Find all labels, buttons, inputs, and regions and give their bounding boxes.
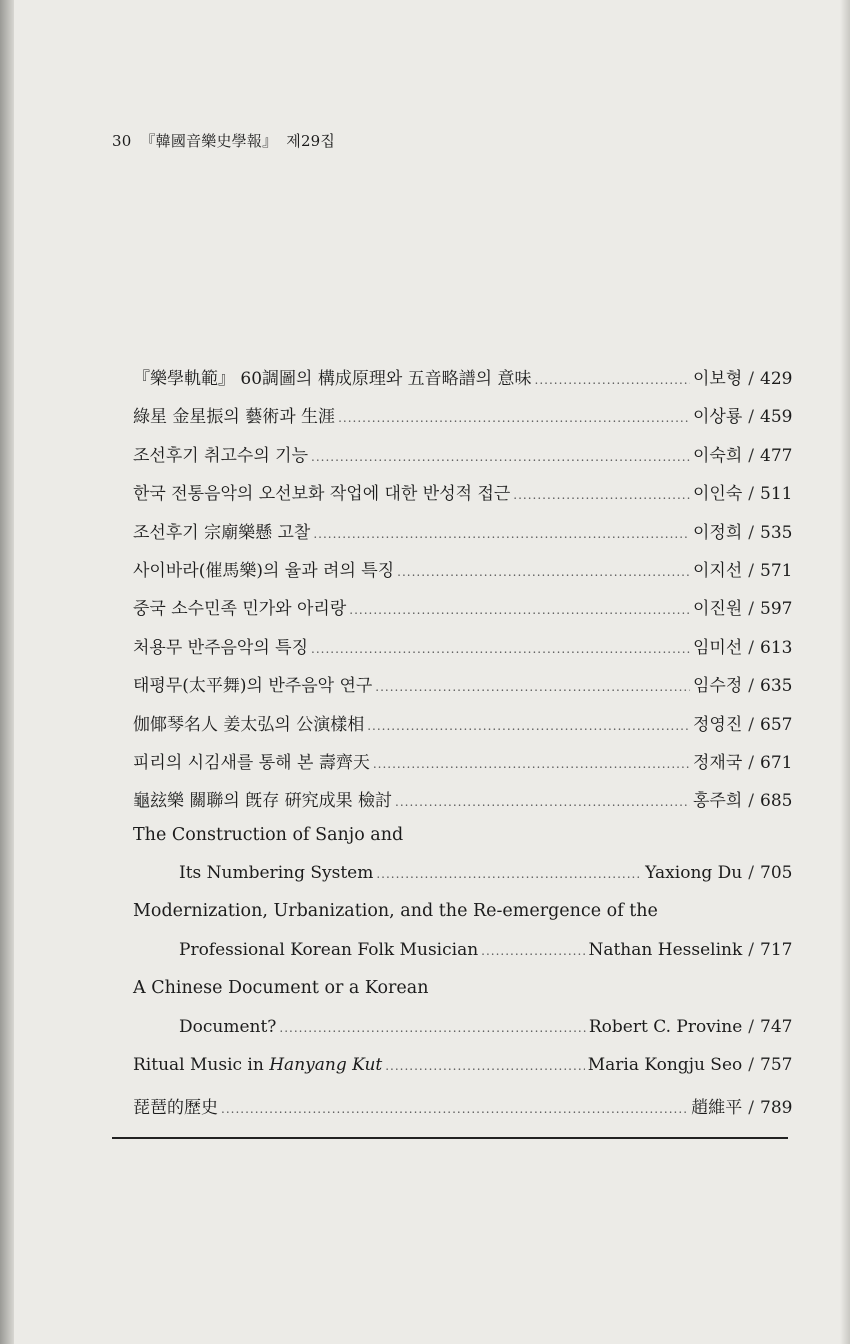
page-edge-shadow: [840, 0, 850, 1344]
entry-page: 597: [760, 599, 793, 620]
entry-title-line1: The Construction of Sanjo and: [133, 824, 404, 845]
entry-title: 한국 전통음악의 오선보화 작업에 대한 반성적 접근: [133, 484, 511, 505]
entry-page: 671: [760, 752, 793, 773]
separator: /: [748, 484, 754, 505]
toc-entry-line2[interactable]: [133, 863, 793, 901]
entry-title: 조선후기 宗廟樂懸 고찰: [133, 522, 311, 543]
entry-page: 477: [760, 445, 793, 466]
entry-author: 이정희: [692, 522, 743, 543]
entry-title: 처용무 반주음악의 특징: [133, 637, 309, 658]
bottom-rule: [112, 1137, 788, 1139]
entry-title-italic: Hanyang Kut: [269, 1055, 383, 1076]
entry-author: 이지선: [692, 560, 743, 581]
toc-entry-line1[interactable]: [133, 978, 790, 1016]
entry-author: 이인숙: [692, 484, 743, 505]
entry-author: 홍주희: [692, 791, 743, 812]
entry-page: 511: [760, 484, 793, 505]
leader-dots: [395, 795, 690, 809]
toc-entry[interactable]: [133, 748, 793, 786]
separator: /: [748, 637, 754, 658]
entry-title-line1: A Chinese Document or a Korean: [133, 978, 429, 999]
toc-entry[interactable]: [133, 1055, 793, 1093]
entry-page: 459: [760, 407, 793, 428]
separator: /: [748, 560, 754, 581]
separator: /: [748, 714, 754, 735]
entry-title: 조선후기 취고수의 기능: [133, 445, 309, 466]
separator: /: [748, 676, 754, 697]
toc-entry[interactable]: [133, 441, 793, 479]
entry-title-prefix: Ritual Music in: [133, 1055, 270, 1076]
entry-title-line2: Document?: [179, 1016, 277, 1037]
table-of-contents: [133, 364, 793, 1132]
entry-page: 535: [760, 522, 793, 543]
entry-author: 정재국: [692, 752, 743, 773]
volume-label: 제29집: [286, 132, 336, 150]
separator: /: [748, 369, 754, 389]
toc-entry[interactable]: [133, 671, 793, 709]
separator: /: [748, 791, 754, 812]
journal-title: 『韓國音樂史學報』: [140, 132, 278, 150]
entry-title: 태평무(太平舞)의 반주음악 연구: [133, 676, 373, 697]
toc-entry[interactable]: [133, 518, 793, 556]
separator: /: [748, 752, 754, 773]
entry-title: [133, 1055, 382, 1075]
leader-dots: [535, 373, 690, 387]
separator: /: [748, 1098, 754, 1119]
leader-dots: [385, 1059, 585, 1073]
separator: /: [748, 522, 754, 543]
toc-entry[interactable]: [133, 556, 793, 594]
toc-entry-line2[interactable]: [133, 1016, 793, 1055]
toc-entry[interactable]: [133, 364, 793, 402]
entry-author: Yaxiong Du: [645, 863, 743, 884]
entry-page: 571: [760, 560, 793, 581]
page-number: 30: [112, 132, 132, 150]
entry-title: 피리의 시김새를 통해 본 壽齊天: [133, 752, 370, 773]
leader-dots: [338, 411, 690, 425]
leader-dots: [367, 719, 690, 733]
entry-page: 789: [760, 1098, 793, 1119]
leader-dots: [375, 680, 690, 694]
entry-page: 685: [760, 791, 793, 812]
toc-entry[interactable]: [133, 633, 793, 671]
leader-dots: [376, 867, 642, 881]
separator: /: [748, 1055, 754, 1076]
entry-title-line2: Its Numbering System: [179, 863, 374, 884]
entry-page: 757: [760, 1055, 793, 1076]
toc-entry[interactable]: [133, 786, 793, 824]
toc-entry[interactable]: [133, 479, 793, 517]
entry-title: 『樂學軌範』 60調圖의 構成原理와 五音略譜의 意味: [133, 369, 532, 389]
entry-author: 이상룡: [692, 407, 743, 428]
entry-author: Robert C. Provine: [588, 1016, 743, 1037]
toc-entry-line1[interactable]: [133, 825, 790, 863]
entry-author: Nathan Hesselink: [588, 939, 743, 960]
toc-entry[interactable]: [133, 402, 793, 440]
leader-dots: [397, 565, 690, 579]
entry-page: 657: [760, 714, 793, 735]
entry-title: 龜玆樂 關聯의 旣存 硏究成果 檢討: [133, 791, 393, 812]
entry-title: 伽倻琴名人 姜太弘의 公演樣相: [133, 714, 365, 735]
entry-title-line2: Professional Korean Folk Musician: [179, 939, 479, 960]
entry-author: 정영진: [692, 714, 743, 735]
leader-dots: [313, 527, 690, 541]
entry-page: 717: [760, 939, 793, 960]
entry-author: 이보형: [692, 369, 743, 389]
toc-entry-line2[interactable]: [133, 939, 793, 978]
entry-title: 琵琶的歷史: [133, 1098, 218, 1119]
toc-entry[interactable]: [133, 594, 793, 632]
entry-author: 이숙희: [692, 445, 743, 466]
entry-page: 635: [760, 676, 793, 697]
toc-entry[interactable]: [133, 1093, 793, 1131]
entry-title: 사이바라(催馬樂)의 율과 려의 특징: [133, 560, 395, 581]
entry-author: 이진원: [692, 599, 743, 620]
leader-dots: [513, 488, 690, 502]
separator: /: [748, 863, 754, 884]
toc-entry-line1[interactable]: [133, 901, 790, 939]
leader-dots: [279, 1021, 585, 1035]
separator: /: [748, 599, 754, 620]
leader-dots: [311, 642, 690, 656]
leader-dots: [221, 1102, 688, 1116]
entry-page: 429: [760, 369, 793, 389]
entry-page: 613: [760, 637, 793, 658]
separator: /: [748, 1016, 754, 1037]
entry-author: 趙維平: [691, 1098, 743, 1119]
running-header: [112, 130, 339, 151]
entry-author: 임미선: [692, 637, 743, 658]
separator: /: [748, 445, 754, 466]
separator: /: [748, 407, 754, 428]
entry-author: 임수정: [692, 676, 743, 697]
leader-dots: [373, 757, 690, 771]
leader-dots: [481, 944, 585, 958]
toc-entry[interactable]: [133, 710, 793, 748]
entry-title-line1: Modernization, Urbanization, and the Re-emergence of the: [133, 901, 658, 922]
leader-dots: [349, 603, 690, 617]
leader-dots: [311, 450, 690, 464]
entry-page: 705: [760, 863, 793, 884]
page-binding-shadow: [0, 0, 14, 1344]
entry-title: 중국 소수민족 민가와 아리랑: [133, 599, 347, 620]
entry-author: Maria Kongju Seo: [587, 1055, 743, 1076]
separator: /: [748, 939, 754, 960]
entry-page: 747: [760, 1016, 793, 1037]
entry-title: 綠星 金星振의 藝術과 生涯: [133, 407, 336, 428]
